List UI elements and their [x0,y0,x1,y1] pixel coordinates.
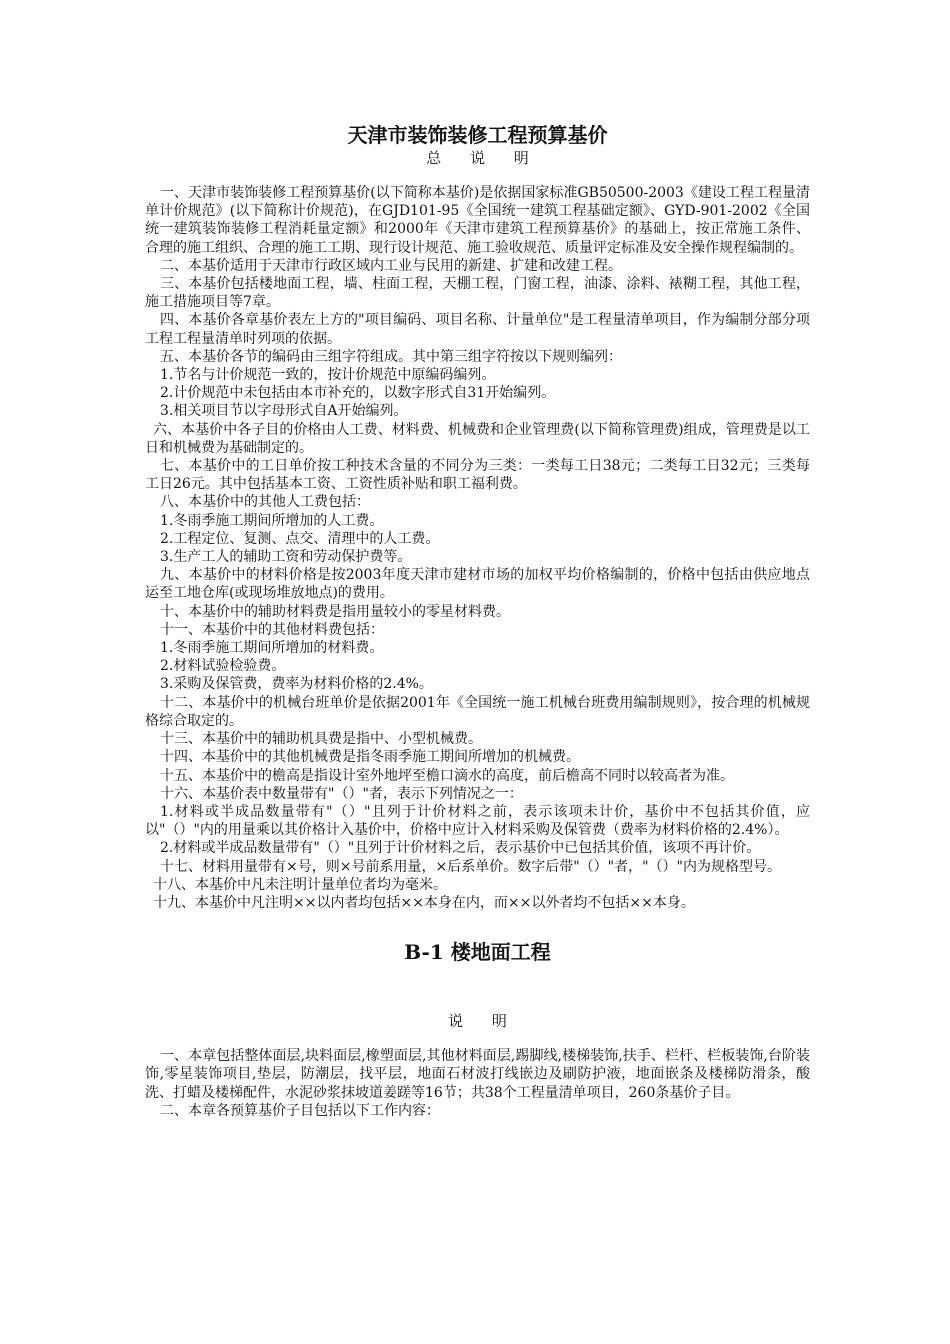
note-paragraph: 一、天津市装饰装修工程预算基价(以下简称本基价)是依据国家标准GB50500-2003《建设工程工程量清单计价规范》(以下简称计价规范)，在GJD101-95《全国统一建筑工程基础定额》、GYD-901-2002《全国统一建筑装饰装修工程消耗量定额》和2000年《天津市建筑工程预算基价》的基础上，按正常施工条件、合理的施工组织、合理的施工工期、现行设计规范、施工验收规范、质量评定标准及安全操作规程编制的。 [145,185,810,256]
document-subtitle: 总 说 明 [426,149,541,167]
note-subitem: 1.冬雨季施工期间所增加的材料费。 [160,640,384,657]
note-paragraph: 二、本基价适用于天津市行政区域内工业与民用的新建、扩建和改建工程。 [160,257,622,274]
note-paragraph: 八、本基价中的其他人工费包括： [160,494,370,511]
note-paragraph: 十八、本基价中凡未注明计量单位者均为毫米。 [153,876,447,893]
note-paragraph: 十九、本基价中凡注明××以内者均包括××本身在内，而××以外者均不包括××本身。 [153,894,695,911]
note-subitem: 2.材料或半成品数量带有"（）"且列于计价材料之后，表示基价中已包括其价值，该项不再计价。 [160,840,761,857]
note-paragraph: 十二、本基价中的机械台班单价是依据2001年《全国统一施工机械台班费用编制规则》，按合理的机械规格综合取定的。 [145,694,810,729]
note-paragraph: 十一、本基价中的其他材料费包括： [160,621,384,638]
note-paragraph: 十七、材料用量带有×号，则×号前系用量，×后系单价。数字后带"（）"者，"（）"内为规格型号。 [160,858,781,875]
general-notes [145,184,810,912]
note-paragraph: 三、本基价包括楼地面工程，墙、柱面工程，天棚工程，门窗工程，油漆、涂料、裱糊工程，其他工程，施工措施项目等7章。 [145,276,810,311]
note-subitem: 1.节名与计价规范一致的，按计价规范中原编码编列。 [160,367,496,384]
note-paragraph: 四、本基价各章基价表左上方的"项目编码、项目名称、计量单位"是工程量清单项目，作为编制分部分项工程工程量清单时列项的依据。 [145,312,810,347]
note-subitem: 2.材料试验检验费。 [160,658,286,675]
note-subitem: 1.材料或半成品数量带有"（）"且列于计价材料之前，表示该项未计价，基价中不包括其价值，应以"（）"内的用量乘以其价格计入基价中，价格中应计入材料采购及保管费（费率为材料价格的2.4%）。 [145,803,810,839]
document-page [145,122,810,1120]
section-paragraph: 二、本章各预算基价子目包括以下工作内容： [160,1102,440,1119]
note-paragraph: 十五、本基价中的檐高是指设计室外地坪至檐口滴水的高度，前后檐高不同时以较高者为准。 [160,767,734,784]
note-paragraph: 十六、本基价表中数量带有"（）"者，表示下列情况之一： [160,785,523,802]
note-subitem: 3.生产工人的辅助工资和劳动保护费等。 [160,549,412,566]
note-subitem: 2.计价规范中未包括由本市补充的，以数字形式自31开始编列。 [160,385,556,402]
note-paragraph: 七、本基价中的工日单价按工种技术含量的不同分为三类：一类每工日38元；二类每工日32元；三类每工日26元。其中包括基本工资、工资性质补贴和职工福利费。 [145,458,810,493]
note-paragraph: 十、本基价中的辅助材料费是指用量较小的零星材料费。 [160,603,510,620]
section-notes [145,1047,810,1120]
note-subitem: 2.工程定位、复测、点交、清理中的人工费。 [160,530,440,547]
section-paragraph: 一、本章包括整体面层,块料面层,橡塑面层,其他材料面层,踢脚线,楼梯装饰,扶手、栏杆、栏板装饰,台阶装饰,零星装饰项目,垫层，防潮层，找平层，地面石材波打线嵌边及刷防护液，地面嵌条及楼梯防滑条，酸洗、打蜡及楼梯配件，水泥砂浆抹坡道姜蹉等16节；共38个工程量清单项目，260条基价子目。 [145,1048,810,1101]
section-title: B-1 楼地面工程 [404,940,551,965]
document-title: 天津市装饰装修工程预算基价 [347,123,608,147]
section-subtitle: 说 明 [448,1012,519,1031]
note-paragraph: 十三、本基价中的辅助机具费是指中、小型机械费。 [160,731,482,748]
note-subitem: 3.相关项目节以字母形式自A开始编列。 [160,403,408,420]
note-subitem: 3.采购及保管费，费率为材料价格的2.4%。 [160,676,433,693]
note-subitem: 1.冬雨季施工期间所增加的人工费。 [160,512,384,529]
note-paragraph: 五、本基价各节的编码由三组字符组成。其中第三组字符按以下规则编列： [160,348,622,365]
note-paragraph: 十四、本基价中的其他机械费是指冬雨季施工期间所增加的机械费。 [160,749,580,766]
note-paragraph: 六、本基价中各子目的价格由人工费、材料费、机械费和企业管理费(以下简称管理费)组成，管理费是以工日和机械费为基础制定的。 [145,421,810,456]
note-paragraph: 九、本基价中的材料价格是按2003年度天津市建材市场的加权平均价格编制的，价格中包括由供应地点运至工地仓库(或现场堆放地点)的费用。 [145,567,810,602]
